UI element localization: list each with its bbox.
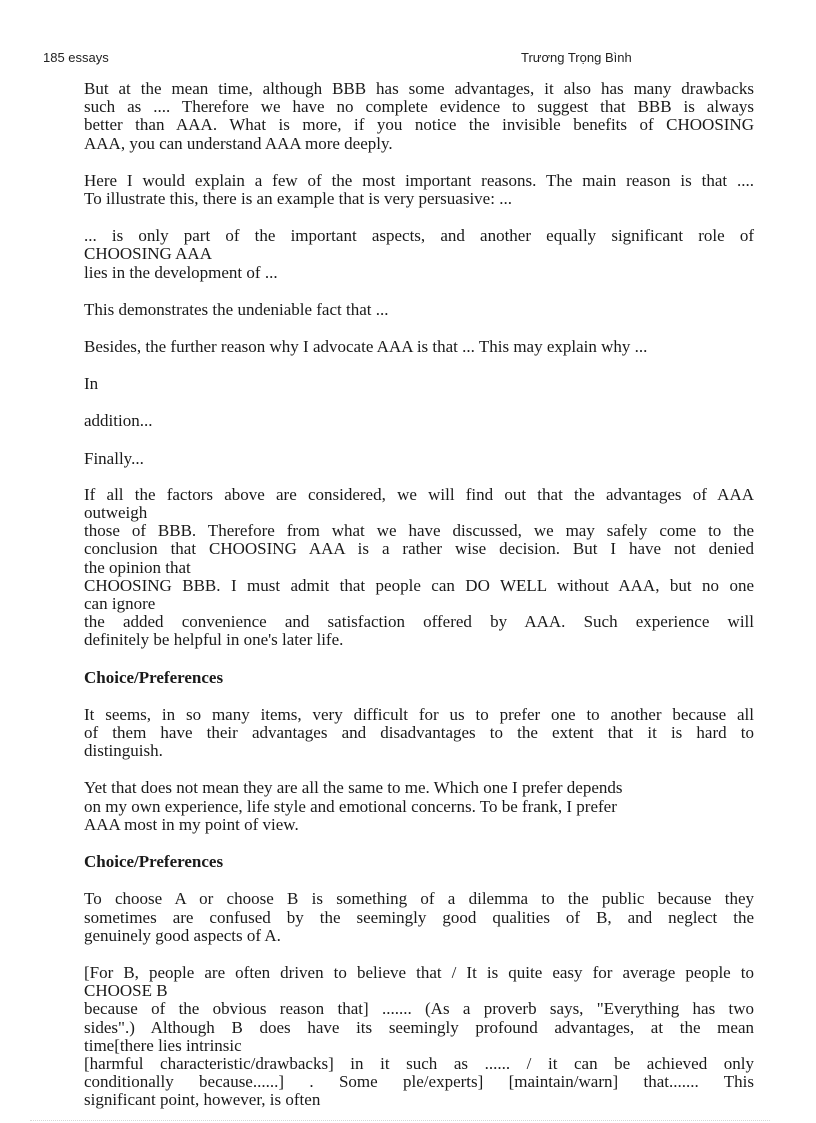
text-line: [For B, people are often driven to believe that / It is quite easy for average people to xyxy=(84,962,754,982)
text-line: such as .... Therefore we have no complete evidence to suggest that BBB is always xyxy=(84,97,754,117)
paragraph xyxy=(84,706,754,761)
section-heading: Choice/Preferences xyxy=(84,852,224,872)
text-line: Finally... xyxy=(84,448,144,468)
paragraph xyxy=(84,890,754,945)
text-line: If all the factors above are considered, we will find out that the advantages of AAA xyxy=(84,484,754,504)
section-heading: Choice/Preferences xyxy=(84,667,224,687)
text-line: To illustrate this, there is an example that is very persuasive: ... xyxy=(84,189,512,209)
text-line: AAA, you can understand AAA more deeply. xyxy=(84,133,393,153)
text-line: conditionally because......] . Some ple/experts] [maintain/warn] that....... This xyxy=(84,1072,754,1092)
paragraph xyxy=(84,412,754,430)
paragraph xyxy=(84,375,754,393)
text-line: CHOOSING BBB. I must admit that people can DO WELL without AAA, but no one xyxy=(84,575,754,595)
text-line: sides".) Although B does have its seemingly profound advantages, at the mean xyxy=(84,1017,754,1037)
text-line: Here I would explain a few of the most important reasons. The main reason is that .... xyxy=(84,170,754,190)
paragraph xyxy=(84,964,754,1110)
paragraph xyxy=(84,301,754,319)
text-line: the added convenience and satisfaction offered by AAA. Such experience will xyxy=(84,612,754,632)
document-body xyxy=(84,80,754,1110)
text-line: ... is only part of the important aspects, and another equally significant role of xyxy=(84,226,754,246)
text-line: conclusion that CHOOSING AAA is a rather wise decision. But I have not denied xyxy=(84,539,754,559)
text-line: [harmful characteristic/drawbacks] in it such as ...... / it can be achieved only xyxy=(84,1053,754,1073)
text-line: lies in the development of ... xyxy=(84,262,278,282)
text-line: definitely be helpful in one's later life. xyxy=(84,630,344,650)
text-line: CHOOSING AAA xyxy=(84,244,212,264)
text-line: CHOOSE B xyxy=(84,981,168,1001)
text-line: addition... xyxy=(84,411,153,431)
text-line: because of the obvious reason that] ....... (As a proverb says, "Everything has two xyxy=(84,999,754,1019)
text-line: AAA most in my point of view. xyxy=(84,814,299,834)
text-line: on my own experience, life style and emotional concerns. To be frank, I prefer xyxy=(84,796,617,816)
text-line: But at the mean time, although BBB has some advantages, it also has many drawbacks xyxy=(84,79,754,98)
text-line: of them have their advantages and disadvantages to the extent that it is hard to xyxy=(84,723,754,743)
page-bottom-rule xyxy=(30,1120,770,1121)
text-line: sometimes are confused by the seemingly good qualities of B, and neglect the xyxy=(84,907,754,927)
paragraph xyxy=(84,227,754,282)
text-line: those of BBB. Therefore from what we have discussed, we may safely come to the xyxy=(84,521,754,541)
paragraph xyxy=(84,450,754,468)
paragraph xyxy=(84,338,754,356)
text-line: genuinely good aspects of A. xyxy=(84,925,281,945)
text-line: the opinion that xyxy=(84,557,191,577)
text-line: better than AAA. What is more, if you notice the invisible benefits of CHOOSING xyxy=(84,115,754,135)
header-book-title: 185 essays xyxy=(43,50,109,65)
text-line: Besides, the further reason why I advocate AAA is that ... This may explain why ... xyxy=(84,337,648,357)
text-line: To choose A or choose B is something of a dilemma to the public because they xyxy=(84,889,754,909)
paragraph xyxy=(84,486,754,650)
paragraph xyxy=(84,80,754,153)
text-line: It seems, in so many items, very difficult for us to prefer one to another because all xyxy=(84,704,754,724)
text-line: This demonstrates the undeniable fact that ... xyxy=(84,299,389,319)
text-line: significant point, however, is often xyxy=(84,1090,321,1110)
text-line: time[there lies intrinsic xyxy=(84,1035,242,1055)
text-line: outweigh xyxy=(84,503,148,523)
paragraph xyxy=(84,172,754,208)
text-line: can ignore xyxy=(84,594,156,614)
header-author: Trương Trọng Bình xyxy=(521,50,632,65)
text-line: Yet that does not mean they are all the same to me. Which one I prefer depends xyxy=(84,778,623,798)
page-header xyxy=(0,50,816,68)
paragraph xyxy=(84,779,754,834)
text-line: distinguish. xyxy=(84,741,163,761)
text-line: In xyxy=(84,374,99,394)
